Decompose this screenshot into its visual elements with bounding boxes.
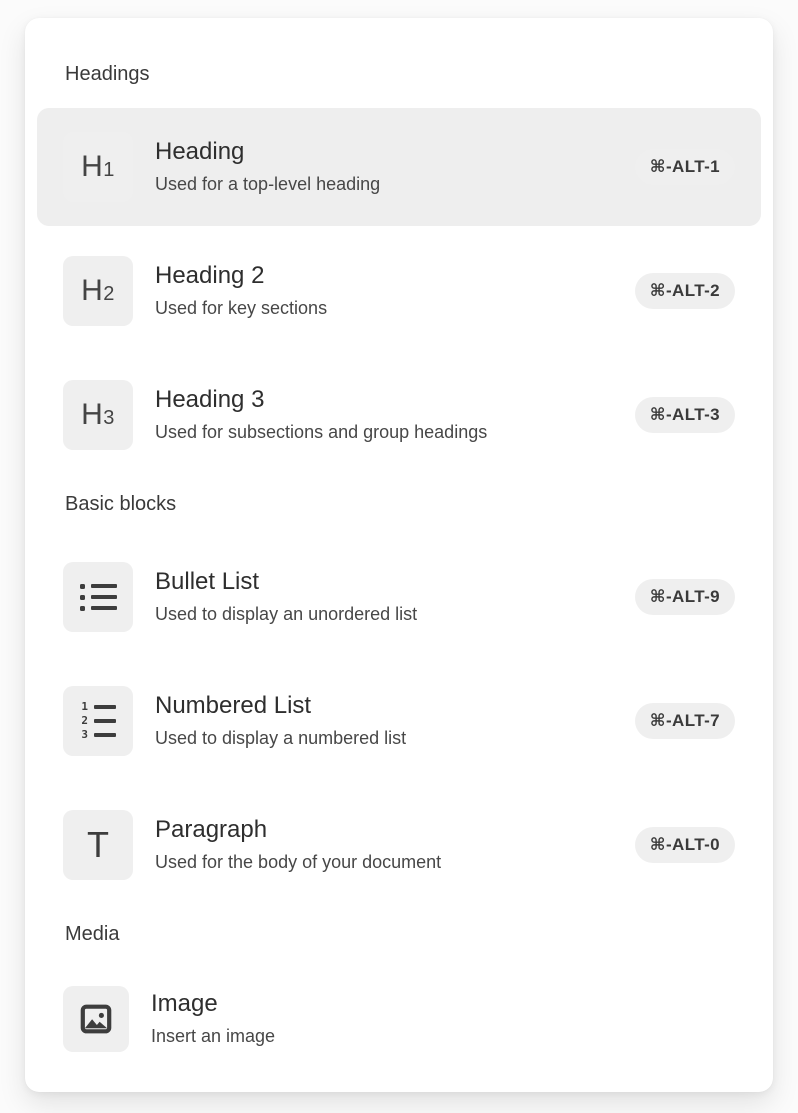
item-title: Paragraph [155, 816, 268, 843]
shortcut-badge: ⌘-ALT-7 [635, 703, 735, 739]
paragraph-icon: T [63, 810, 133, 880]
item-title: Bullet List [155, 568, 260, 595]
menu-group-headings [37, 60, 761, 474]
menu-group-basic-blocks [37, 490, 761, 904]
shortcut-badge: ⌘-ALT-9 [635, 579, 735, 615]
shortcut-badge: ⌘-ALT-0 [635, 827, 735, 863]
block-insert-menu [25, 18, 773, 1092]
item-description: Used for subsections and group headings [155, 422, 488, 442]
menu-item-bullet-list[interactable] [37, 538, 761, 656]
bullet-list-icon [63, 562, 133, 632]
item-text [155, 137, 613, 197]
item-title: Heading 2 [155, 262, 265, 289]
menu-item-image[interactable] [37, 968, 761, 1070]
shortcut-badge: ⌘-ALT-1 [635, 149, 735, 185]
menu-item-heading-2[interactable] [37, 232, 761, 350]
menu-item-heading-3[interactable] [37, 356, 761, 474]
h2-icon: H2 [63, 256, 133, 326]
menu-item-numbered-list[interactable] [37, 662, 761, 780]
item-description: Used for the body of your document [155, 852, 442, 872]
item-text [155, 815, 613, 875]
group-label: Media [65, 923, 120, 945]
group-label: Headings [65, 63, 150, 85]
item-title: Heading [155, 138, 245, 165]
item-title: Heading 3 [155, 386, 265, 413]
item-description: Used to display a numbered list [155, 728, 407, 748]
item-description: Used for a top-level heading [155, 174, 381, 194]
numbered-list-icon: 1 2 3 [63, 686, 133, 756]
image-icon [63, 986, 129, 1052]
item-text [155, 567, 613, 627]
group-label: Basic blocks [65, 493, 177, 515]
h3-icon: H3 [63, 380, 133, 450]
item-text [151, 989, 735, 1049]
h1-icon: H1 [63, 132, 133, 202]
shortcut-badge: ⌘-ALT-2 [635, 273, 735, 309]
item-description: Used for key sections [155, 298, 328, 318]
item-text [155, 261, 613, 321]
item-text [155, 385, 613, 445]
item-description: Insert an image [151, 1026, 276, 1046]
shortcut-badge: ⌘-ALT-3 [635, 397, 735, 433]
item-description: Used to display an unordered list [155, 604, 418, 624]
item-text [155, 691, 613, 751]
menu-group-media [37, 920, 761, 1070]
item-title: Image [151, 990, 218, 1017]
menu-item-paragraph[interactable] [37, 786, 761, 904]
item-title: Numbered List [155, 692, 312, 719]
menu-item-heading[interactable] [37, 108, 761, 226]
